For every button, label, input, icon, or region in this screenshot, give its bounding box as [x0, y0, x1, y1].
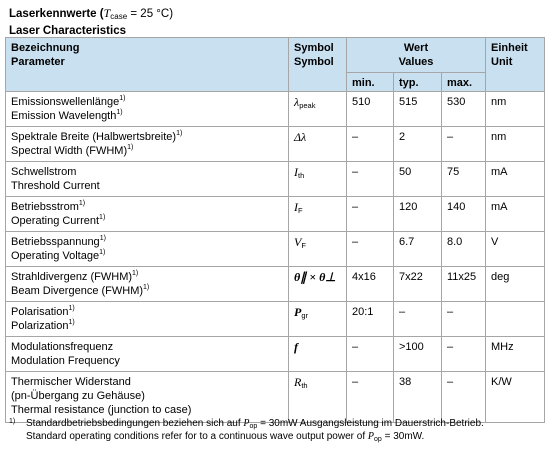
- min-cell: 20:1: [347, 302, 394, 337]
- table-row: [6, 127, 545, 162]
- header-symbol: [289, 38, 347, 92]
- footnote-ref: 1): [99, 235, 106, 242]
- symbol-sub: peak: [299, 101, 316, 110]
- min-cell: 510: [347, 92, 394, 127]
- unit-cell: V: [486, 232, 545, 267]
- unit-cell: [486, 302, 545, 337]
- symbol-sub: th: [298, 171, 305, 180]
- symbol-cell: [289, 127, 347, 162]
- param-de: Emissionswellenlänge: [11, 96, 120, 108]
- max-cell: 11x25: [442, 267, 486, 302]
- unit-cell: mA: [486, 162, 545, 197]
- min-cell: –: [347, 232, 394, 267]
- max-cell: 530: [442, 92, 486, 127]
- table-row: [6, 92, 545, 127]
- min-cell: –: [347, 337, 394, 372]
- table-row: [6, 337, 545, 372]
- symbol: λ: [294, 95, 300, 109]
- footnote-en-pre: Standard operating conditions refer for to a continuous wave output power of: [26, 431, 368, 442]
- header-unit-de: Einheit: [491, 42, 528, 54]
- min-cell: –: [347, 372, 394, 423]
- typ-cell: 7x22: [394, 267, 442, 302]
- symbol: V: [294, 235, 302, 249]
- unit-cell: deg: [486, 267, 545, 302]
- symbol-cell: [289, 162, 347, 197]
- symbol: I: [294, 165, 298, 179]
- param-de: Spektrale Breite (Halbwertsbreite): [11, 131, 177, 143]
- param-en: Thermal resistance (junction to case): [11, 404, 192, 416]
- param-en: Threshold Current: [11, 180, 100, 192]
- symbol-cell: [289, 302, 347, 337]
- footnote-ref: 1): [68, 319, 75, 326]
- symbol-sub: F: [301, 241, 306, 250]
- unit-cell: mA: [486, 197, 545, 232]
- unit-cell: nm: [486, 127, 545, 162]
- header-values: [347, 38, 486, 73]
- param-cell: [6, 127, 289, 162]
- symbol-cell: [289, 337, 347, 372]
- footnote-ref: 1): [127, 144, 134, 151]
- param-de: Schwellstrom: [11, 166, 77, 178]
- max-cell: –: [442, 337, 486, 372]
- footnote-ref: 1): [99, 214, 106, 221]
- symbol-cell: [289, 92, 347, 127]
- title-de-prefix: Laserkennwerte (: [9, 8, 104, 20]
- symbol-sub: th: [301, 381, 308, 390]
- title-de: [9, 6, 173, 24]
- max-cell: 140: [442, 197, 486, 232]
- min-cell: –: [347, 127, 394, 162]
- max-cell: –: [442, 127, 486, 162]
- footnote-ref: 1): [116, 109, 123, 116]
- symbol: θ∥ × θ⊥: [294, 270, 336, 284]
- title-de-suffix: = 25 °C): [127, 8, 174, 20]
- header-unit: [486, 38, 545, 92]
- max-cell: –: [442, 372, 486, 423]
- footnote-marker: 1): [9, 418, 16, 425]
- param-cell: [6, 302, 289, 337]
- typ-cell: 515: [394, 92, 442, 127]
- min-cell: 4x16: [347, 267, 394, 302]
- param-cell: [6, 232, 289, 267]
- header-min: min.: [347, 73, 394, 92]
- typ-cell: 120: [394, 197, 442, 232]
- param-de: Betriebsspannung: [11, 236, 100, 248]
- param-de: Betriebsstrom: [11, 201, 79, 213]
- param-de-2: (pn-Übergang zu Gehäuse): [11, 390, 145, 402]
- table-row: [6, 162, 545, 197]
- footnote-ref: 1): [78, 200, 86, 207]
- param-cell: [6, 372, 289, 423]
- max-cell: 8.0: [442, 232, 486, 267]
- header-symbol-de: Symbol: [294, 42, 334, 54]
- symbol-sub: F: [298, 206, 303, 215]
- footnote-en-symbol: P: [367, 431, 374, 442]
- param-en: Operating Voltage: [11, 250, 100, 262]
- symbol-sub: gr: [301, 311, 309, 320]
- param-en: Spectral Width (FWHM): [11, 145, 128, 157]
- footnote-ref: 1): [176, 130, 183, 137]
- footnote-ref: 1): [143, 284, 150, 291]
- header-max: max.: [442, 73, 486, 92]
- symbol: Δλ: [294, 130, 307, 144]
- header-value-de: Wert: [403, 42, 429, 54]
- table-row: [6, 232, 545, 267]
- symbol-cell: [289, 197, 347, 232]
- table-row: [6, 302, 545, 337]
- title-symbol-sub: case: [110, 12, 128, 21]
- param-de: Modulationsfrequenz: [11, 341, 114, 353]
- symbol-cell: [289, 372, 347, 423]
- header-param-en: Parameter: [11, 56, 65, 68]
- param-cell: [6, 337, 289, 372]
- title-en: Laser Characteristics: [9, 25, 126, 37]
- param-de: Strahldivergenz (FWHM): [11, 271, 133, 283]
- param-cell: [6, 197, 289, 232]
- symbol-cell: [289, 232, 347, 267]
- footnote-en: [26, 430, 424, 446]
- footnote-ref: 1): [132, 270, 139, 277]
- table-row: [6, 372, 545, 423]
- symbol: I: [294, 200, 298, 214]
- header-value-en: Values: [398, 56, 434, 68]
- footnote-ref: 1): [99, 249, 106, 256]
- typ-cell: 2: [394, 127, 442, 162]
- unit-cell: K/W: [486, 372, 545, 423]
- footnote-en-post: = 30mW.: [381, 431, 425, 442]
- typ-cell: 6.7: [394, 232, 442, 267]
- symbol: R: [294, 375, 302, 389]
- footnote-ref: 1): [119, 95, 126, 102]
- header-symbol-en: Symbol: [294, 56, 334, 68]
- param-en: Polarization: [11, 320, 69, 332]
- param-en: Beam Divergence (FWHM): [11, 285, 144, 297]
- param-cell: [6, 267, 289, 302]
- header-param-de: Bezeichnung: [11, 42, 80, 54]
- typ-cell: >100: [394, 337, 442, 372]
- header-parameter: [6, 38, 289, 92]
- typ-cell: 38: [394, 372, 442, 423]
- param-cell: [6, 162, 289, 197]
- title-symbol: T: [103, 6, 111, 20]
- param-cell: [6, 92, 289, 127]
- header-unit-en: Unit: [491, 56, 513, 68]
- max-cell: 75: [442, 162, 486, 197]
- footnote-de-post: = 30mW Ausgangsleistung im Dauerstrich-Betrieb.: [257, 418, 484, 429]
- unit-cell: MHz: [486, 337, 545, 372]
- header-typ: typ.: [394, 73, 442, 92]
- max-cell: –: [442, 302, 486, 337]
- param-en: Modulation Frequency: [11, 355, 120, 367]
- table-row: [6, 267, 545, 302]
- footnote-en-sub: op: [374, 436, 382, 443]
- param-de: Polarisation: [11, 306, 69, 318]
- section-title: [9, 6, 173, 38]
- symbol: P: [294, 305, 302, 319]
- min-cell: –: [347, 162, 394, 197]
- laser-characteristics-table: [5, 37, 545, 423]
- table-row: [6, 197, 545, 232]
- footnote-de-symbol: P: [243, 418, 250, 429]
- typ-cell: 50: [394, 162, 442, 197]
- symbol: f: [294, 340, 298, 354]
- min-cell: –: [347, 197, 394, 232]
- footnote-de-sub: op: [249, 423, 258, 430]
- symbol-cell: [289, 267, 347, 302]
- param-en: Emission Wavelength: [11, 110, 117, 122]
- typ-cell: –: [394, 302, 442, 337]
- unit-cell: nm: [486, 92, 545, 127]
- param-de: Thermischer Widerstand: [11, 376, 131, 388]
- footnote-ref: 1): [68, 305, 75, 312]
- param-en: Operating Current: [11, 215, 100, 227]
- footnote-de-pre: Standardbetriebsbedingungen beziehen sich auf: [26, 418, 244, 429]
